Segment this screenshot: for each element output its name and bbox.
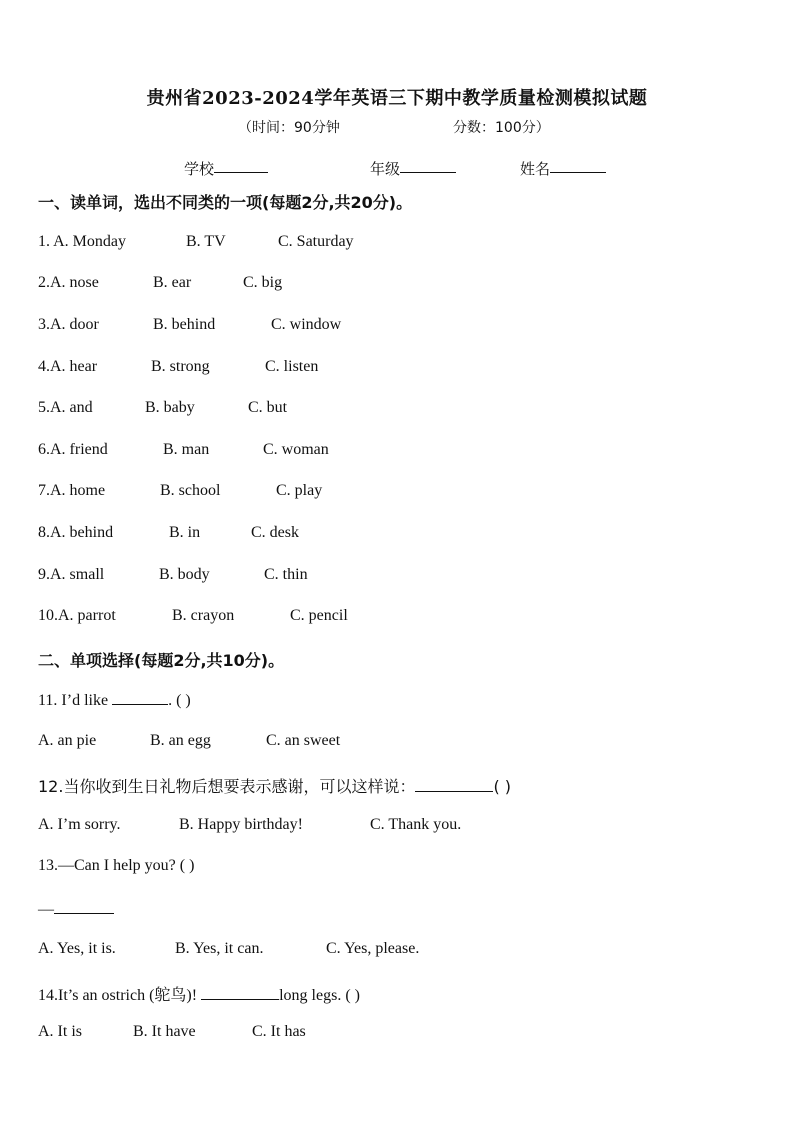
name-blank[interactable]	[550, 158, 606, 173]
option-a[interactable]: A. behind	[50, 524, 114, 541]
option-c[interactable]: C. Thank you.	[370, 816, 462, 833]
question-number: 5.	[38, 399, 50, 416]
option-b[interactable]: B. strong	[151, 358, 210, 375]
option-c[interactable]: C. window	[271, 316, 342, 333]
answer-blank[interactable]	[112, 690, 168, 705]
question-12	[38, 774, 511, 797]
question-number: 8.	[38, 524, 50, 541]
question-number: 1.	[38, 233, 54, 250]
option-c[interactable]: C. big	[243, 274, 283, 291]
question-stem-end: long legs. ( )	[279, 987, 360, 1004]
school-field[interactable]	[184, 158, 214, 179]
question-number: 2.	[38, 274, 50, 291]
school-blank[interactable]	[214, 158, 268, 173]
option-b[interactable]: B. behind	[153, 316, 216, 333]
option-c[interactable]: C. play	[276, 482, 323, 499]
question-number: 4.	[38, 358, 50, 375]
option-b[interactable]: B. It have	[133, 1023, 196, 1040]
question-7	[38, 482, 323, 500]
question-stem-end: ( )	[493, 777, 512, 796]
total-score: 分数：100分）	[453, 120, 550, 136]
section1-heading: 一、读单词，选出不同类的一项(每题2分,共20分)。	[38, 193, 413, 212]
question-3	[38, 316, 342, 334]
option-b[interactable]: B. crayon	[172, 607, 235, 624]
grade-field[interactable]	[370, 158, 400, 179]
page-title: 贵州省2023-2024学年英语三下期中教学质量检测模拟试题	[146, 88, 648, 109]
option-c[interactable]: C. Saturday	[278, 233, 354, 250]
question-number: 3.	[38, 316, 50, 333]
option-b[interactable]: B. ear	[153, 274, 192, 291]
option-a[interactable]: A. door	[50, 316, 99, 333]
option-b[interactable]: B. school	[160, 482, 221, 499]
grade-blank[interactable]	[400, 158, 456, 173]
option-a[interactable]: A. home	[50, 482, 106, 499]
option-a[interactable]: A. small	[50, 566, 105, 583]
option-a[interactable]: A. hear	[50, 358, 98, 375]
option-b[interactable]: B. in	[169, 524, 201, 541]
question-11-options	[38, 732, 341, 750]
option-a[interactable]: A. nose	[50, 274, 99, 291]
answer-blank[interactable]	[54, 899, 114, 914]
option-b[interactable]: B. TV	[186, 233, 226, 250]
option-c[interactable]: C. thin	[264, 566, 308, 583]
option-a[interactable]: A. Monday	[53, 233, 127, 250]
option-c[interactable]: C. Yes, please.	[326, 940, 420, 957]
question-number: 7.	[38, 482, 50, 499]
option-b[interactable]: B. man	[163, 441, 210, 458]
grade-label: 年级	[370, 160, 401, 178]
option-a[interactable]: A. It is	[38, 1023, 82, 1040]
name-field[interactable]	[520, 158, 550, 179]
question-stem: 12.当你收到生日礼物后想要表示感谢，可以这样说：	[38, 777, 416, 796]
question-14-options	[38, 1023, 306, 1041]
option-c[interactable]: C. woman	[263, 441, 329, 458]
option-a[interactable]: A. an pie	[38, 732, 97, 749]
option-b[interactable]: B. Happy birthday!	[179, 816, 303, 833]
option-b[interactable]: B. Yes, it can.	[175, 940, 264, 957]
option-c[interactable]: C. listen	[265, 358, 319, 375]
option-c[interactable]: C. an sweet	[266, 732, 341, 749]
option-a[interactable]: A. parrot	[58, 607, 116, 624]
question-number: 9.	[38, 566, 50, 583]
question-8	[38, 524, 299, 542]
option-b[interactable]: B. body	[159, 566, 210, 583]
answer-blank[interactable]	[415, 777, 493, 792]
question-10	[38, 607, 348, 625]
question-number: 6.	[38, 441, 50, 458]
question-number: 10.	[38, 607, 58, 624]
section2-heading: 二、单项选择(每题2分,共10分)。	[38, 651, 285, 670]
question-14	[38, 982, 360, 1005]
option-c[interactable]: C. It has	[252, 1023, 306, 1040]
option-b[interactable]: B. baby	[145, 399, 195, 416]
answer-blank[interactable]	[201, 985, 279, 1000]
question-4	[38, 358, 319, 376]
option-c[interactable]: C. pencil	[290, 607, 348, 624]
question-1	[38, 233, 354, 251]
option-c[interactable]: C. but	[248, 399, 288, 416]
option-a[interactable]: A. Yes, it is.	[38, 940, 116, 957]
question-13-reply	[38, 899, 114, 919]
question-12-options	[38, 816, 462, 834]
question-5	[38, 399, 288, 417]
time-limit: （时间：90分钟	[238, 120, 340, 136]
option-c[interactable]: C. desk	[251, 524, 299, 541]
question-stem: 11. I’d like	[38, 692, 113, 709]
name-label: 姓名	[520, 160, 551, 178]
option-a[interactable]: A. and	[50, 399, 93, 416]
question-stem-end: . ( )	[168, 692, 191, 709]
question-stem: 14.It’s an ostrich (鸵鸟)!	[38, 987, 202, 1004]
option-b[interactable]: B. an egg	[150, 732, 211, 749]
option-a[interactable]: A. friend	[50, 441, 108, 458]
question-13-options	[38, 940, 420, 958]
question-11	[38, 690, 191, 710]
question-13: 13.—Can I help you? ( )	[38, 857, 195, 874]
option-a[interactable]: A. I’m sorry.	[38, 816, 121, 833]
question-9	[38, 566, 308, 584]
reply-dash: —	[38, 901, 54, 918]
school-label: 学校	[184, 160, 215, 178]
question-6	[38, 441, 329, 459]
question-2	[38, 274, 283, 292]
